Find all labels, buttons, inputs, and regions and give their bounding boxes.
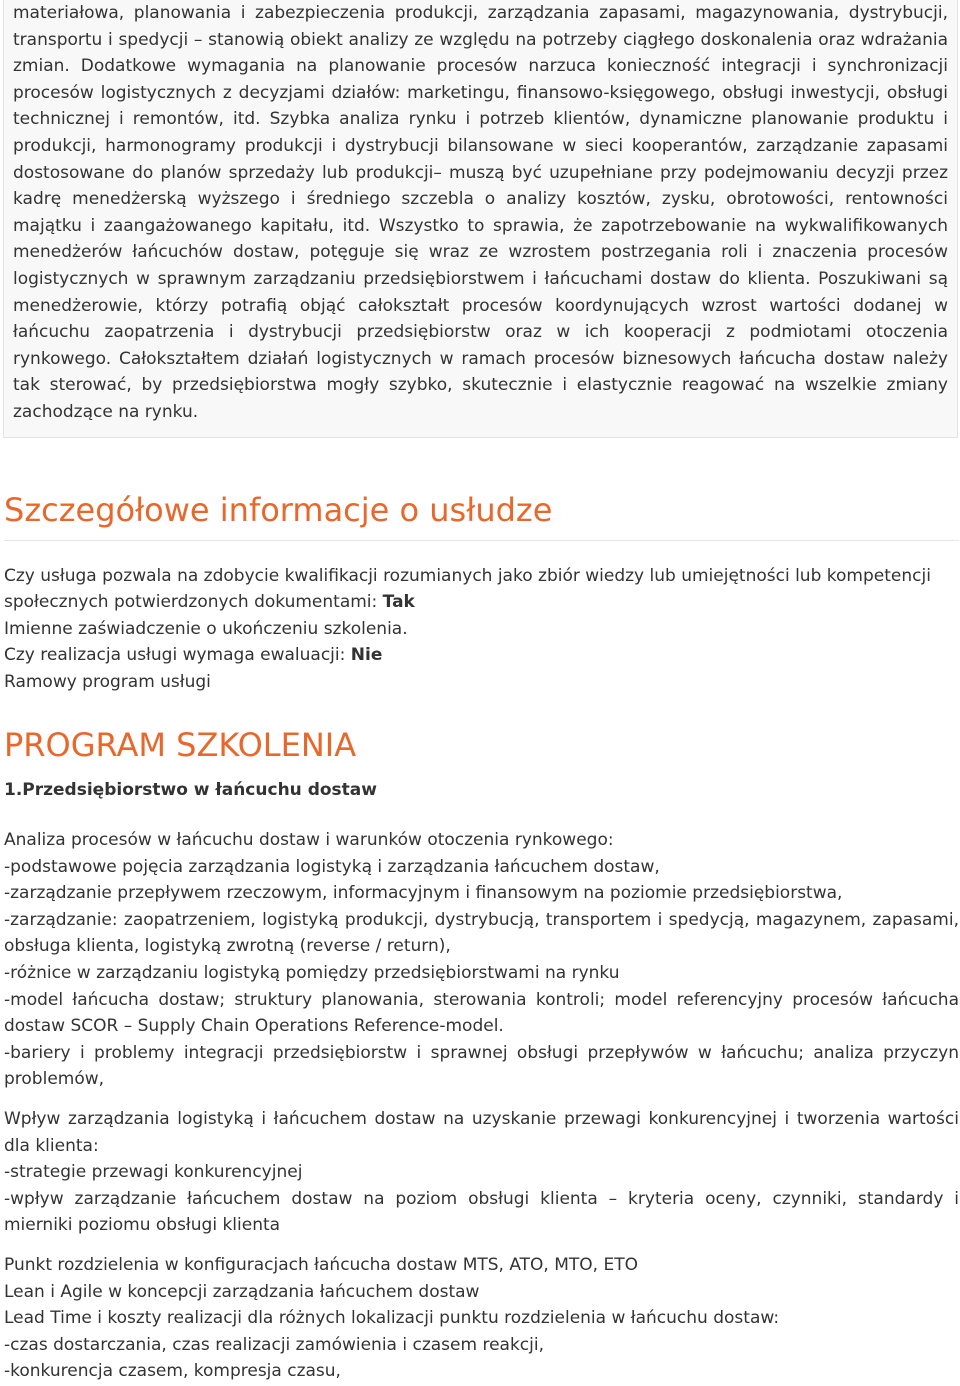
paragraph-gap bbox=[4, 1093, 959, 1106]
qualification-question bbox=[4, 563, 959, 616]
intro-box bbox=[3, 0, 958, 438]
certificate-text: Imienne zaświadczenie o ukończeniu szkolenia. bbox=[4, 618, 408, 639]
program-heading: PROGRAM SZKOLENIA bbox=[4, 726, 357, 765]
intro-paragraph: materiałowa, planowania i zabezpieczenia produkcji, zarządzania zapasami, magazynowania, dystrybucji, transportu i spedycji – stanowią obiekt analizy ze względu na potrzeby ciągłego doskonalenia oraz wdrażania zmian. Dodatkowe wymagania na planowanie procesów narzuca konieczność integracji i synchronizacji procesów logistycznych z decyzjami działów: marketingu, finansowo-księgowego, obsługi inwestycji, obsługi technicznej i remontów, itd. Szybka analiza rynku i potrzeb klientów, dynamiczne planowanie produktu i produkcji, harmonogramy produkcji i dystrybucji bilansowane w sieci kooperantów, zarządzanie zapasami dostosowane do planów sprzedaży lub produkcji– muszą być uzupełniane przy podejmowaniu decyzji przez kadrę menedżerską wyższego i średniego szczebla o analizy kosztów, zysku, obrotowości, rentowności majątku i zaangażowanego kapitału, itd. Wszystko to sprawia, że zapotrzebowanie na wykwalifikowanych menedżerów łańcuchów dostaw, potęguje się wraz ze wzrostem postrzegania roli i znaczenia procesów logistycznych w sprawnym zarządzaniu przedsiębiorstwem i łańcuchami dostaw do klienta. Poszukiwani są menedżerowie, którzy potrafią objąć całokształt procesów koordynujących wzrost wartości dodanej w łańcuchu zaopatrzenia i dystrybucji przedsiębiorstw oraz w ich kooperacji z podmiotami otoczenia rynkowego. Całokształtem działań logistycznych w ramach procesów biznesowych łańcucha dostaw należy tak sterować, by przedsiębiorstwa mogły szybko, skutecznie i elastycznie reagować na wszelkie zmiany zachodzące na rynku. bbox=[13, 3, 948, 422]
program-line: Lead Time i koszty realizacji dla różnych lokalizacji punktu rozdzielenia w łańcuchu dostaw: bbox=[4, 1308, 780, 1329]
service-details bbox=[4, 563, 959, 696]
details-heading: Szczegółowe informacje o usłudze bbox=[4, 490, 959, 541]
program-line: -czas dostarczania, czas realizacji zamówienia i czasem reakcji, bbox=[4, 1334, 544, 1355]
paragraph-gap bbox=[4, 1239, 959, 1252]
program-line: Lean i Agile w koncepcji zarządzania łańcuchem dostaw bbox=[4, 1281, 480, 1302]
program-line: -strategie przewagi konkurencyjnej bbox=[4, 1162, 303, 1183]
qualification-answer: Tak bbox=[382, 592, 415, 613]
program-line: -zarządzanie: zaopatrzeniem, logistyką produkcji, dystrybucją, transportem i spedycją, magazynem, zapasami, obsługa klienta, logistyką zwrotną (reverse / return), bbox=[4, 909, 959, 957]
program-line: -różnice w zarządzaniu logistyką pomiędzy przedsiębiorstwami na rynku bbox=[4, 963, 620, 984]
program-line: -podstawowe pojęcia zarządzania logistyką i zarządzania łańcuchem dostaw, bbox=[4, 856, 660, 877]
program-line: -wpływ zarządzanie łańcuchem dostaw na poziom obsługi klienta – kryteria oceny, czynniki, standardy i mierniki poziomu obsługi klienta bbox=[4, 1188, 959, 1236]
qualification-question-text: Czy usługa pozwala na zdobycie kwalifikacji rozumianych jako zbiór wiedzy lub umiejętności lub kompetencji społecznych potwierdzonych dokumentami: bbox=[4, 565, 931, 613]
program-line: Wpływ zarządzania logistyką i łańcuchem dostaw na uzyskanie przewagi konkurencyjnej i tworzenia wartości dla klienta: bbox=[4, 1109, 959, 1156]
evaluation-question-text: Czy realizacja usługi wymaga ewaluacji: bbox=[4, 645, 351, 666]
program-line: Punkt rozdzielenia w konfiguracjach łańcucha dostaw MTS, ATO, MTO, ETO bbox=[4, 1254, 638, 1275]
program-label: Ramowy program usługi bbox=[4, 671, 211, 692]
program-line: -konkurencja czasem, kompresja czasu, bbox=[4, 1361, 341, 1382]
program-line: -zarządzanie przepływem rzeczowym, informacyjnym i finansowym na poziomie przedsiębiorstwa, bbox=[4, 883, 843, 904]
program-content bbox=[4, 827, 959, 1385]
program-line: Analiza procesów w łańcuchu dostaw i warunków otoczenia rynkowego: bbox=[4, 830, 614, 851]
evaluation-answer: Nie bbox=[350, 645, 383, 666]
program-line: -bariery i problemy integracji przedsiębiorstw i sprawnej obsługi przepływów w łańcuchu; analiza przyczyn problemów, bbox=[4, 1042, 959, 1090]
program-line: -model łańcucha dostaw; struktury planowania, sterowania kontroli; model referencyjny procesów łańcucha dostaw SCOR – Supply Chain Operations Reference-model. bbox=[4, 989, 959, 1037]
evaluation-question bbox=[4, 642, 959, 669]
section-title: 1.Przedsiębiorstwo w łańcuchu dostaw bbox=[4, 780, 377, 801]
